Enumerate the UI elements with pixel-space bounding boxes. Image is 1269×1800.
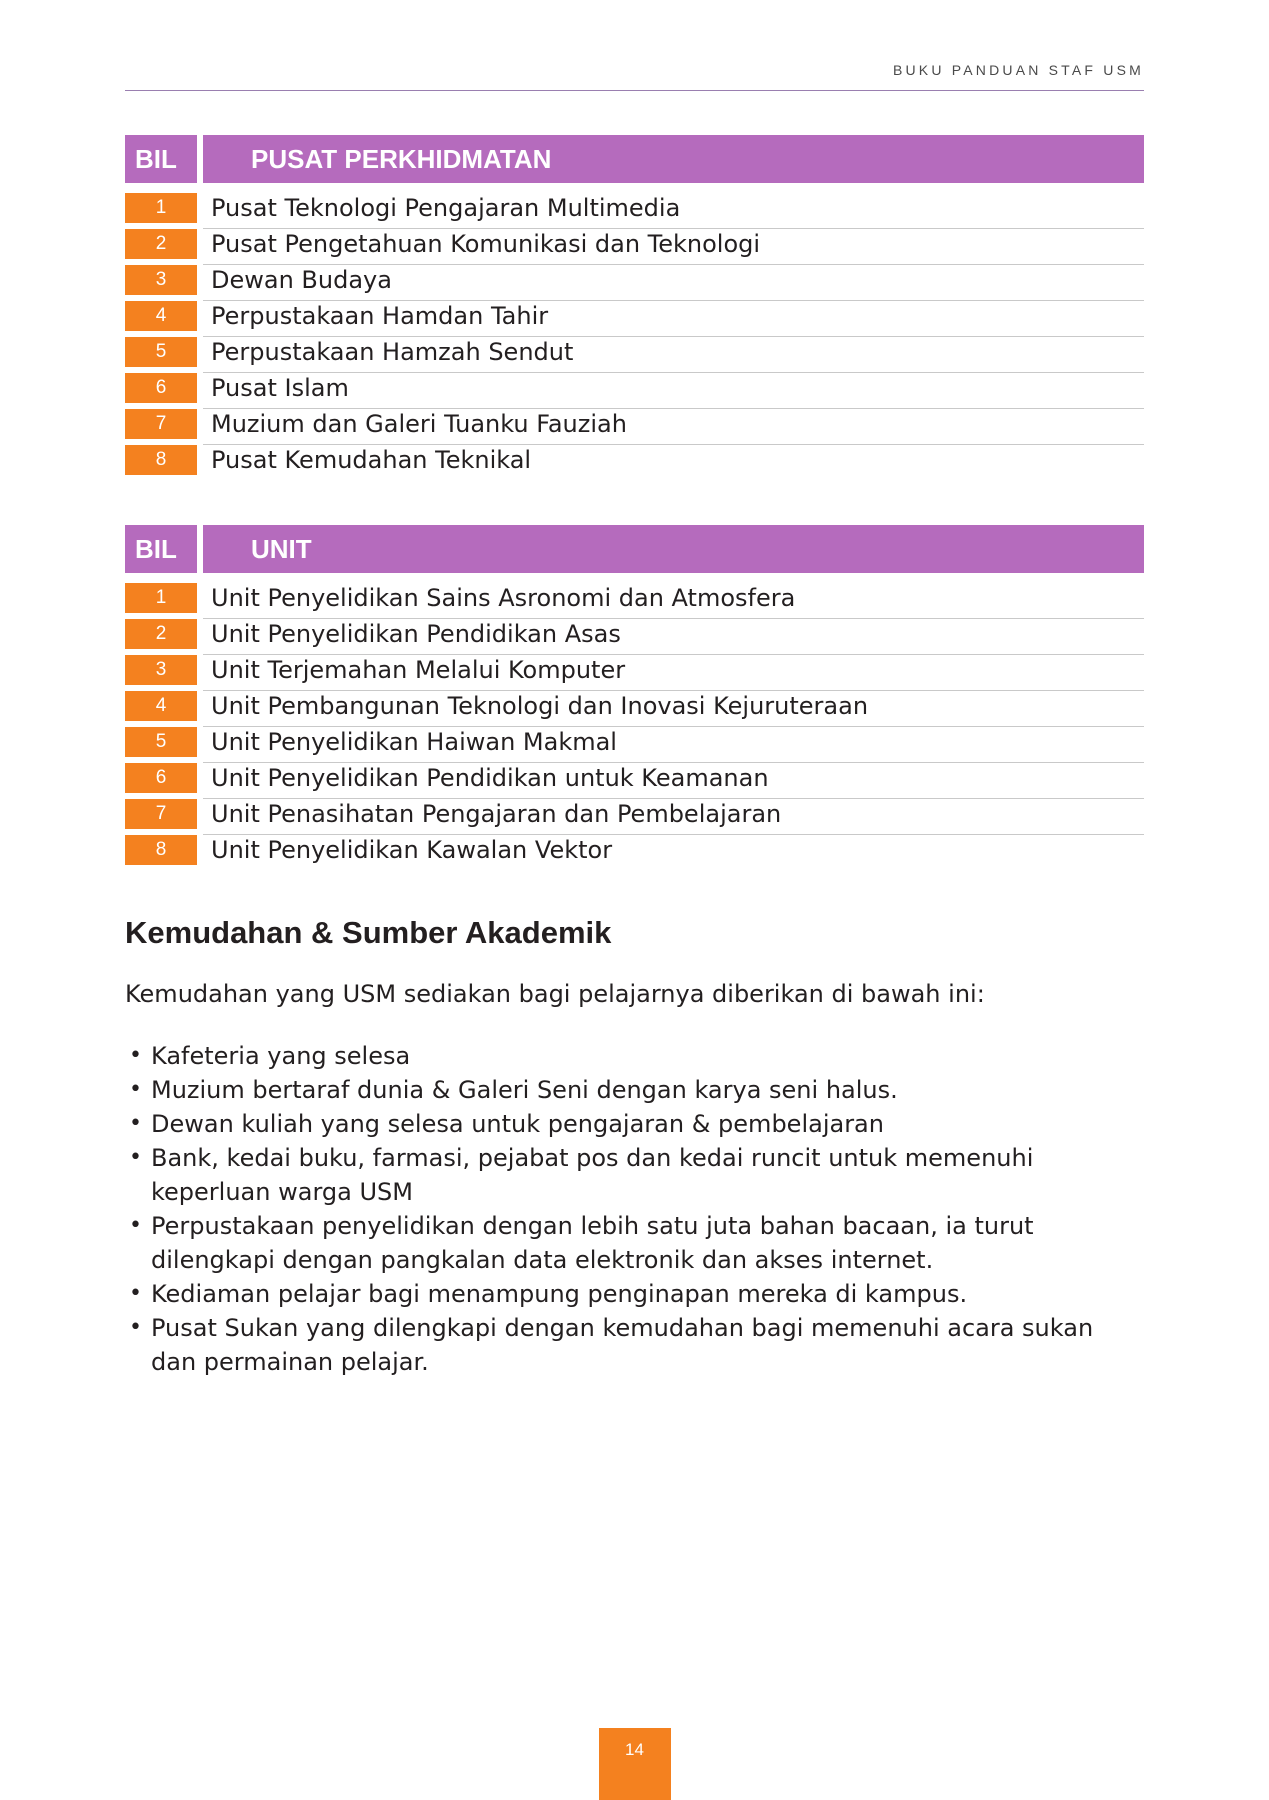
table-row bbox=[125, 583, 1144, 619]
table-row bbox=[125, 265, 1144, 301]
row-label: Unit Penyelidikan Pendidikan Asas bbox=[203, 619, 1144, 655]
row-label: Unit Terjemahan Melalui Komputer bbox=[203, 655, 1144, 691]
row-label: Unit Penasihatan Pengajaran dan Pembelajaran bbox=[203, 799, 1144, 835]
column-header-bil: BIL bbox=[125, 525, 197, 573]
column-header-bil: BIL bbox=[125, 135, 197, 183]
table-row bbox=[125, 799, 1144, 835]
row-label: Pusat Islam bbox=[203, 373, 1144, 409]
list-item: • Dewan kuliah yang selesa untuk pengajaran & pembelajaran bbox=[125, 1107, 1135, 1141]
row-number: 6 bbox=[125, 763, 197, 793]
row-label: Perpustakaan Hamzah Sendut bbox=[203, 337, 1144, 373]
table-row bbox=[125, 337, 1144, 373]
table-row bbox=[125, 445, 1144, 481]
row-number: 7 bbox=[125, 799, 197, 829]
row-label: Pusat Pengetahuan Komunikasi dan Teknologi bbox=[203, 229, 1144, 265]
list-item: • Muzium bertaraf dunia & Galeri Seni dengan karya seni halus. bbox=[125, 1073, 1135, 1107]
table-row bbox=[125, 229, 1144, 265]
row-number: 2 bbox=[125, 619, 197, 649]
row-number: 4 bbox=[125, 301, 197, 331]
row-number: 2 bbox=[125, 229, 197, 259]
header-divider bbox=[125, 90, 1144, 91]
row-label: Pusat Teknologi Pengajaran Multimedia bbox=[203, 193, 1144, 229]
row-label: Dewan Budaya bbox=[203, 265, 1144, 301]
row-number: 5 bbox=[125, 337, 197, 367]
table-row bbox=[125, 193, 1144, 229]
table-row bbox=[125, 691, 1144, 727]
row-label: Unit Pembangunan Teknologi dan Inovasi Kejuruteraan bbox=[203, 691, 1144, 727]
table-row bbox=[125, 763, 1144, 799]
page-footer bbox=[0, 1728, 1269, 1800]
table-unit bbox=[125, 525, 1144, 871]
row-label: Unit Penyelidikan Sains Asronomi dan Atmosfera bbox=[203, 583, 1144, 619]
list-item: • Perpustakaan penyelidikan dengan lebih satu juta bahan bacaan, ia turut dilengkapi dengan pangkalan data elektronik dan akses internet. bbox=[125, 1209, 1135, 1277]
table-row bbox=[125, 655, 1144, 691]
list-item: • Kediaman pelajar bagi menampung penginapan mereka di kampus. bbox=[125, 1277, 1135, 1311]
row-number: 8 bbox=[125, 835, 197, 865]
row-number: 8 bbox=[125, 445, 197, 475]
table-header-row bbox=[125, 135, 1144, 183]
list-item: • Bank, kedai buku, farmasi, pejabat pos dan kedai runcit untuk memenuhi keperluan warga USM bbox=[125, 1141, 1135, 1209]
row-number: 1 bbox=[125, 193, 197, 223]
list-item: • Pusat Sukan yang dilengkapi dengan kemudahan bagi memenuhi acara sukan dan permainan pelajar. bbox=[125, 1311, 1135, 1379]
table-header-row bbox=[125, 525, 1144, 573]
table-row bbox=[125, 373, 1144, 409]
page-header bbox=[125, 0, 1144, 91]
row-label: Perpustakaan Hamdan Tahir bbox=[203, 301, 1144, 337]
row-label: Muzium dan Galeri Tuanku Fauziah bbox=[203, 409, 1144, 445]
section-heading: Kemudahan & Sumber Akademik bbox=[125, 915, 612, 950]
row-number: 1 bbox=[125, 583, 197, 613]
row-label: Unit Penyelidikan Haiwan Makmal bbox=[203, 727, 1144, 763]
column-header-title: PUSAT PERKHIDMATAN bbox=[203, 135, 1144, 183]
table-row bbox=[125, 727, 1144, 763]
row-number: 3 bbox=[125, 265, 197, 295]
facilities-list bbox=[125, 1039, 1135, 1379]
row-label: Unit Penyelidikan Kawalan Vektor bbox=[211, 836, 613, 864]
row-number: 7 bbox=[125, 409, 197, 439]
running-title: BUKU PANDUAN STAF USM bbox=[892, 62, 1144, 78]
table-row bbox=[125, 409, 1144, 445]
table-row bbox=[125, 619, 1144, 655]
row-number: 6 bbox=[125, 373, 197, 403]
table-body bbox=[125, 193, 1144, 481]
row-label: Pusat Kemudahan Teknikal bbox=[211, 446, 532, 474]
table-row bbox=[125, 301, 1144, 337]
list-item: • Kafeteria yang selesa bbox=[125, 1039, 1135, 1073]
page-number: 14 bbox=[599, 1728, 671, 1800]
row-number: 3 bbox=[125, 655, 197, 685]
table-body bbox=[125, 583, 1144, 871]
column-header-title: UNIT bbox=[203, 525, 1144, 573]
table-row bbox=[125, 835, 1144, 871]
row-number: 5 bbox=[125, 727, 197, 757]
section-intro-paragraph: Kemudahan yang USM sediakan bagi pelajarnya diberikan di bawah ini: bbox=[125, 979, 985, 1008]
table-pusat-perkhidmatan bbox=[125, 135, 1144, 481]
row-number: 4 bbox=[125, 691, 197, 721]
row-label: Unit Penyelidikan Pendidikan untuk Keamanan bbox=[203, 763, 1144, 799]
